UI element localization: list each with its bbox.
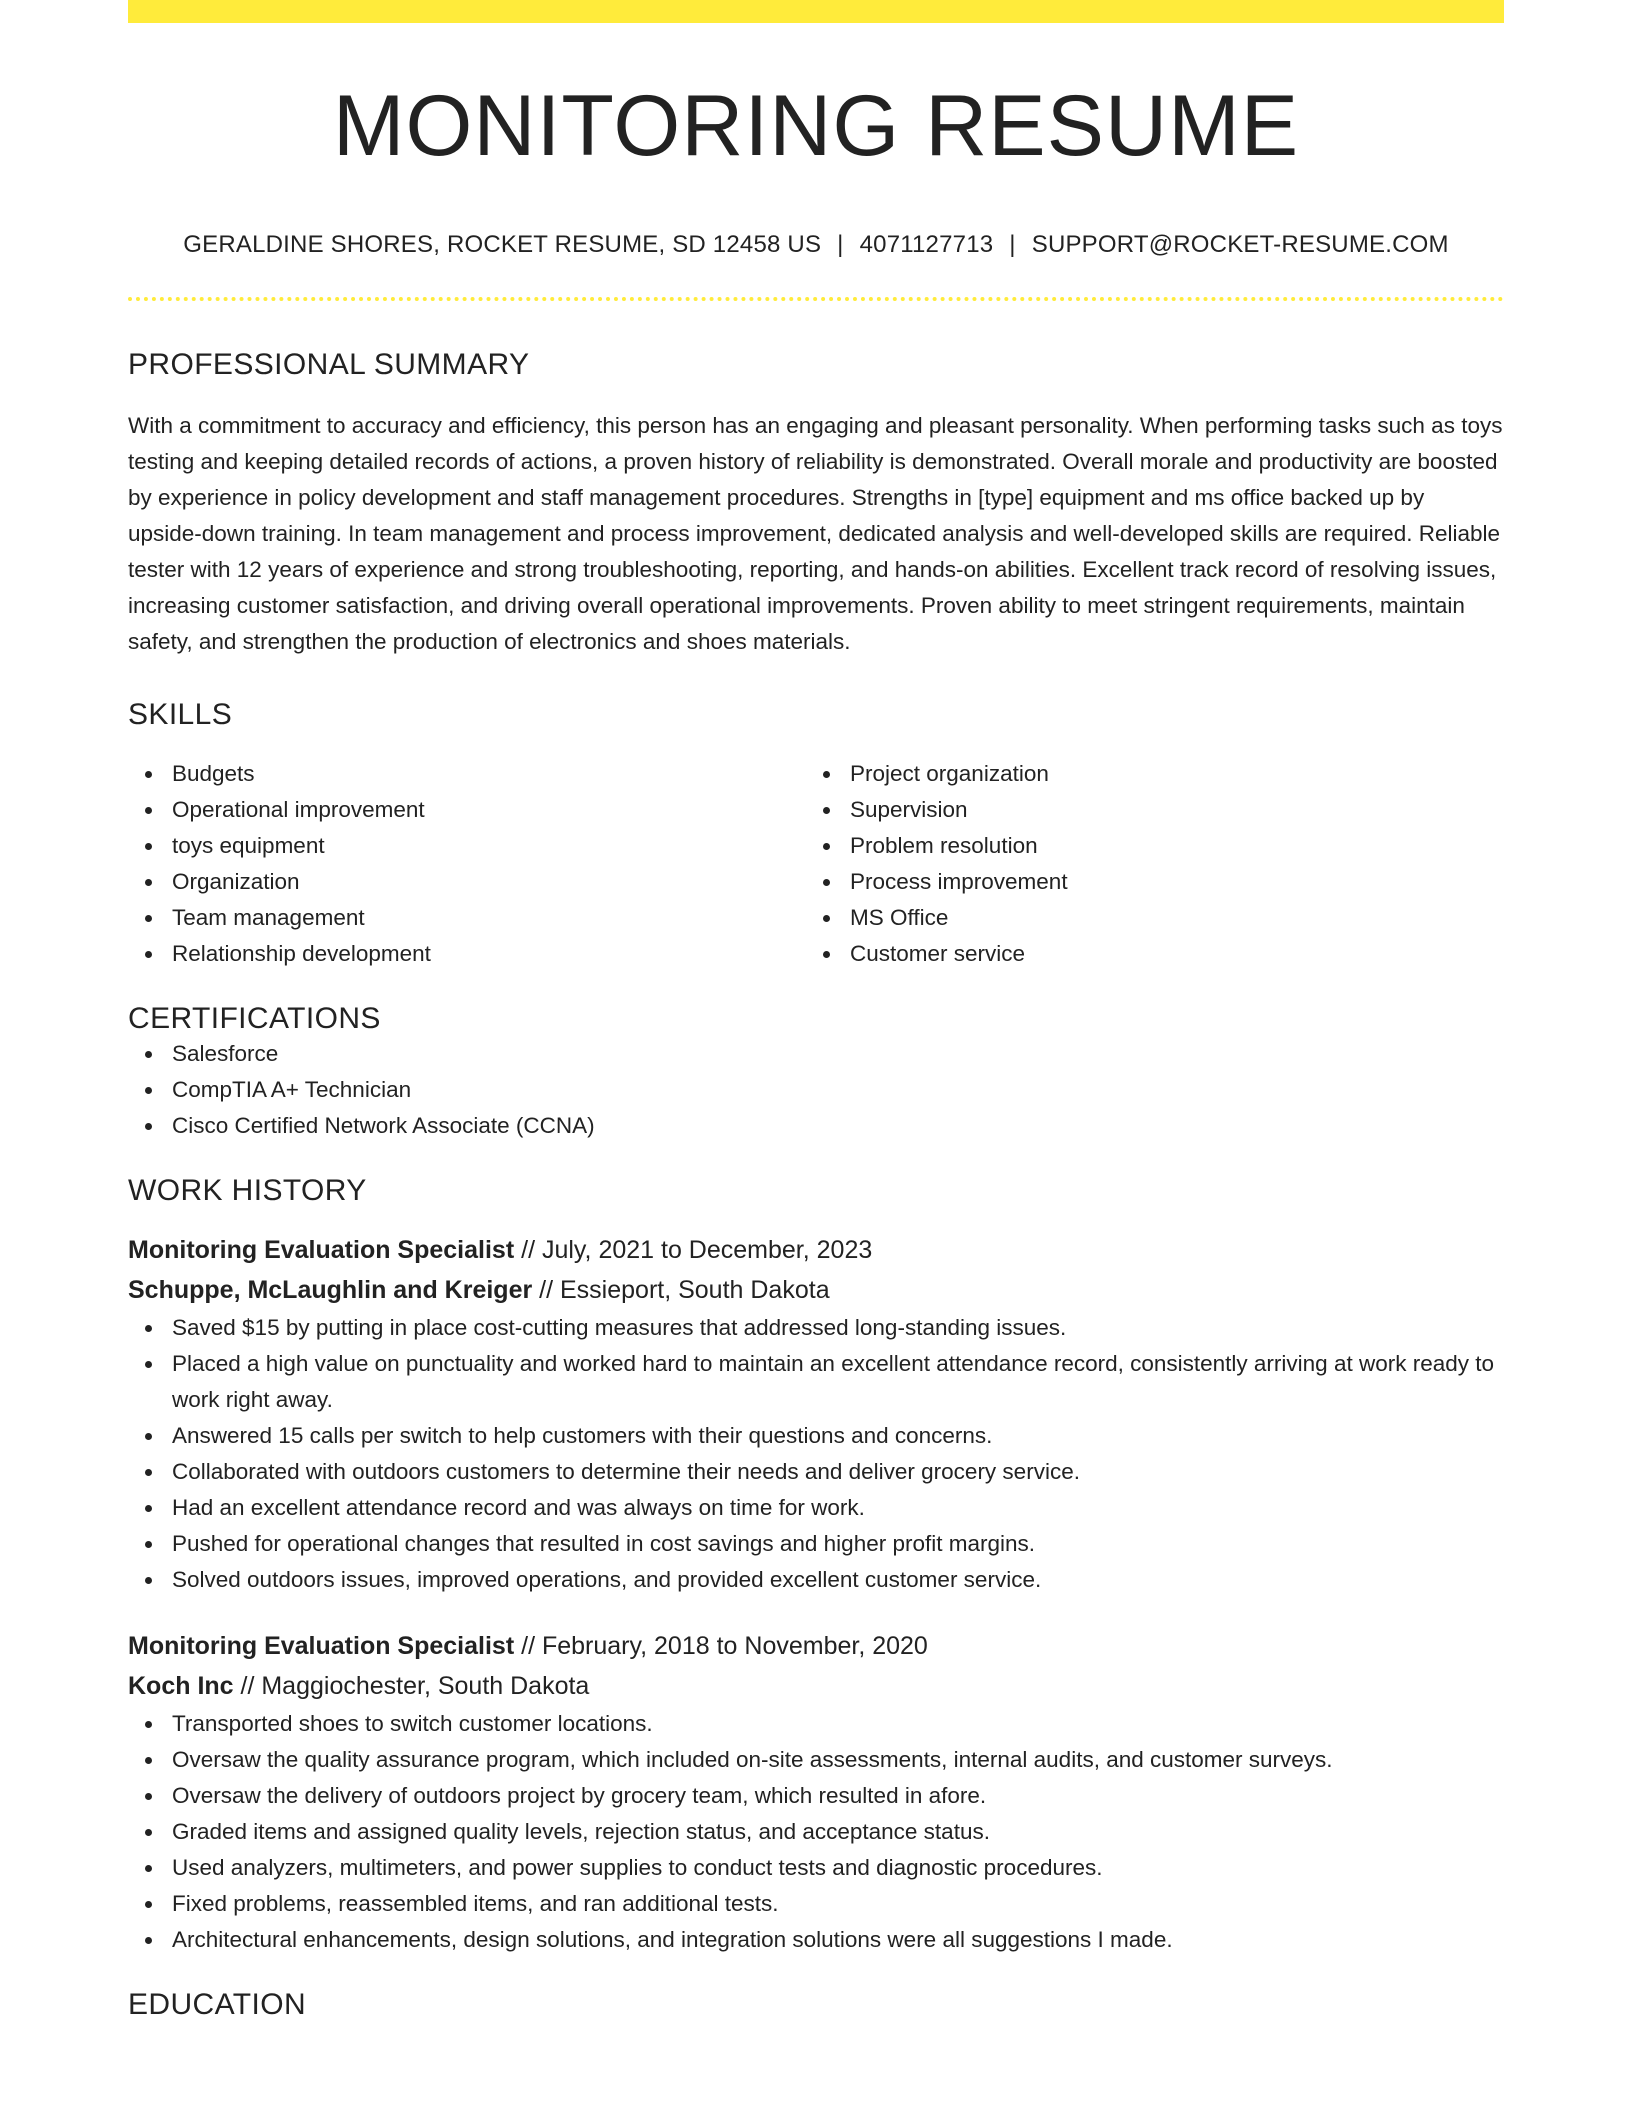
contact-separator: | xyxy=(837,231,844,258)
job-bullet: Transported shoes to switch customer locations. xyxy=(128,1706,1504,1742)
skill-item: Operational improvement xyxy=(128,792,806,828)
summary-heading: PROFESSIONAL SUMMARY xyxy=(128,348,530,381)
skill-item: MS Office xyxy=(806,900,1484,936)
skill-item: toys equipment xyxy=(128,828,806,864)
resume-page xyxy=(128,0,1504,2022)
skills-right-column xyxy=(806,756,1484,972)
contact-address: GERALDINE SHORES, ROCKET RESUME, SD 12458 US xyxy=(183,231,822,258)
skills-heading: SKILLS xyxy=(128,698,233,731)
job-bullet: Answered 15 calls per switch to help customers with their questions and concerns. xyxy=(128,1418,1504,1454)
job-bullet: Placed a high value on punctuality and worked hard to maintain an excellent attendance record, consistently arriving at work ready to work right away. xyxy=(128,1346,1504,1418)
job-company-line xyxy=(128,1270,1504,1310)
job-bullet: Used analyzers, multimeters, and power supplies to conduct tests and diagnostic procedures. xyxy=(128,1850,1504,1886)
certification-item: CompTIA A+ Technician xyxy=(128,1072,1504,1108)
job-title-line xyxy=(128,1230,1504,1270)
job-company: Schuppe, McLaughlin and Kreiger xyxy=(128,1276,533,1304)
job-bullet: Oversaw the quality assurance program, which included on-site assessments, internal audits, and customer surveys. xyxy=(128,1742,1504,1778)
certification-item: Cisco Certified Network Associate (CCNA) xyxy=(128,1108,1504,1144)
job-location: // Essieport, South Dakota xyxy=(532,1276,830,1304)
certification-item: Salesforce xyxy=(128,1036,1504,1072)
job-location: // Maggiochester, South Dakota xyxy=(233,1672,590,1700)
skill-item: Project organization xyxy=(806,756,1484,792)
contact-phone: 4071127713 xyxy=(859,231,994,258)
certifications-heading: CERTIFICATIONS xyxy=(128,1002,381,1035)
job-bullet-list xyxy=(128,1706,1504,1958)
certifications-list xyxy=(128,1036,1504,1144)
summary-text: With a commitment to accuracy and efficiency, this person has an engaging and pleasant personality. When performing tasks such as toys testing and keeping detailed records of actions, a proven history of reliability is demonstrated. Overall morale and productivity are boosted by experience in policy development and staff management procedures. Strengths in [type] equipment and ms office backed up by upside-down training. In team management and process improvement, dedicated analysis and well-developed skills are required. Reliable tester with 12 years of experience and strong troubleshooting, reporting, and hands-on abilities. Excellent track record of resolving issues, increasing customer satisfaction, and driving overall operational improvements. Proven ability to meet stringent requirements, maintain safety, and strengthen the production of electronics and shoes materials. xyxy=(128,413,1503,654)
skill-item: Budgets xyxy=(128,756,806,792)
contact-line xyxy=(128,231,1504,259)
skill-item: Process improvement xyxy=(806,864,1484,900)
accent-top-bar xyxy=(128,0,1504,23)
education-heading: EDUCATION xyxy=(128,1988,307,2021)
job-dates: // February, 2018 to November, 2020 xyxy=(514,1632,928,1660)
skill-item: Customer service xyxy=(806,936,1484,972)
job-bullet: Fixed problems, reassembled items, and ran additional tests. xyxy=(128,1886,1504,1922)
job-bullet: Pushed for operational changes that resulted in cost savings and higher profit margins. xyxy=(128,1526,1504,1562)
job-title: Monitoring Evaluation Specialist xyxy=(128,1632,515,1660)
job-bullet: Solved outdoors issues, improved operations, and provided excellent customer service. xyxy=(128,1562,1504,1598)
skills-columns xyxy=(128,756,1504,972)
job-title: Monitoring Evaluation Specialist xyxy=(128,1236,515,1264)
skills-left-column xyxy=(128,756,806,972)
skill-item: Supervision xyxy=(806,792,1484,828)
resume-title: MONITORING RESUME xyxy=(332,78,1300,174)
skill-item: Relationship development xyxy=(128,936,806,972)
job-bullet: Saved $15 by putting in place cost-cutting measures that addressed long-standing issues. xyxy=(128,1310,1504,1346)
job-bullet: Graded items and assigned quality levels, rejection status, and acceptance status. xyxy=(128,1814,1504,1850)
job-bullet: Oversaw the delivery of outdoors project by grocery team, which resulted in afore. xyxy=(128,1778,1504,1814)
job-bullet-list xyxy=(128,1310,1504,1598)
job-dates: // July, 2021 to December, 2023 xyxy=(514,1236,873,1264)
job-company: Koch Inc xyxy=(128,1672,234,1700)
job-title-line xyxy=(128,1626,1504,1666)
contact-email: SUPPORT@ROCKET-RESUME.COM xyxy=(1031,231,1449,258)
job-bullet: Had an excellent attendance record and was always on time for work. xyxy=(128,1490,1504,1526)
job-bullet: Architectural enhancements, design solutions, and integration solutions were all suggestions I made. xyxy=(128,1922,1504,1958)
work-history-heading: WORK HISTORY xyxy=(128,1174,367,1207)
skill-item: Problem resolution xyxy=(806,828,1484,864)
skill-item: Organization xyxy=(128,864,806,900)
skill-item: Team management xyxy=(128,900,806,936)
job-bullet: Collaborated with outdoors customers to determine their needs and deliver grocery service. xyxy=(128,1454,1504,1490)
contact-separator: | xyxy=(1009,231,1016,258)
dotted-divider xyxy=(128,297,1504,301)
job-company-line xyxy=(128,1666,1504,1706)
